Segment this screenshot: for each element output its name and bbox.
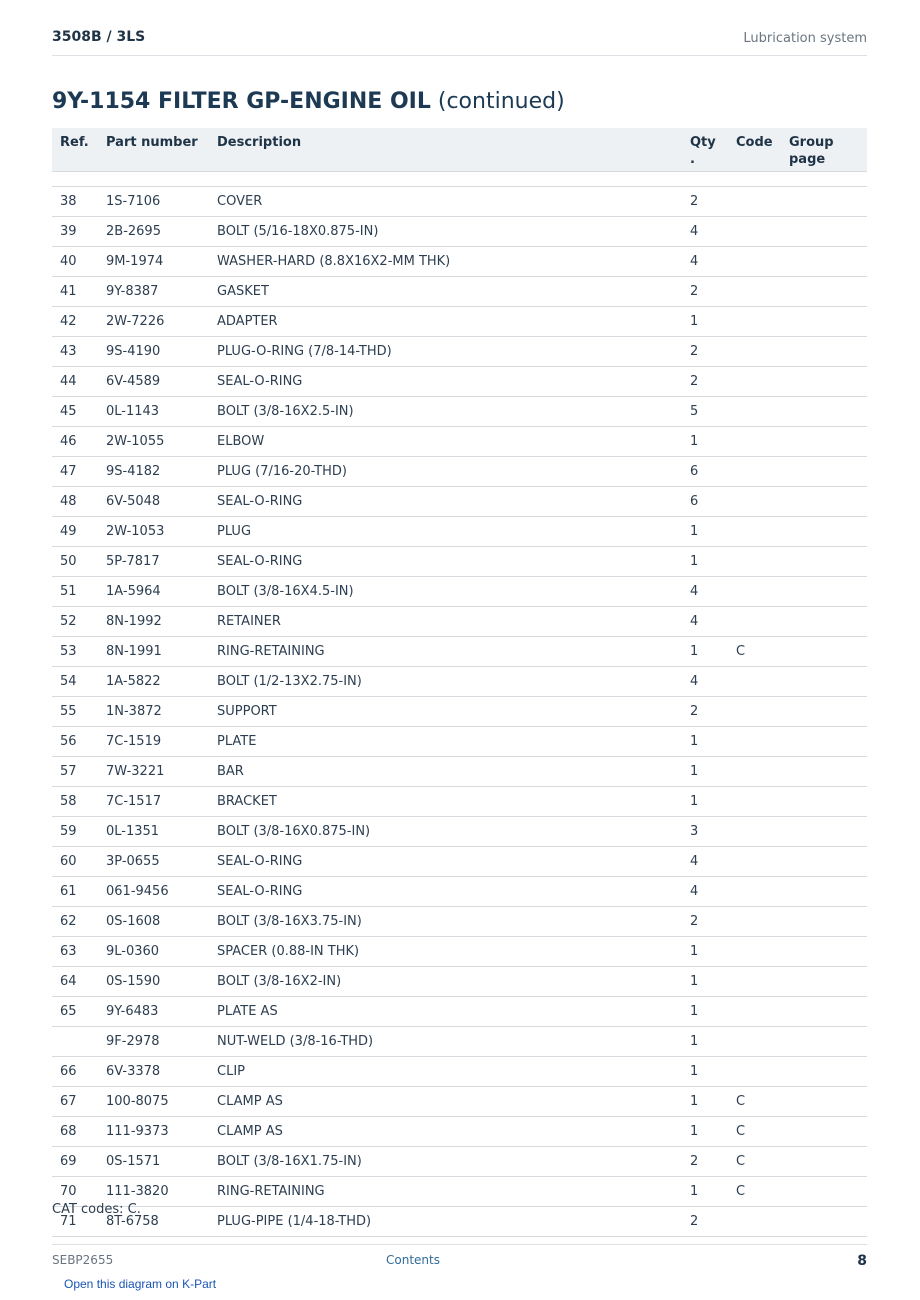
qty-cell: 4 [690,246,736,276]
code-cell [736,666,789,696]
qty-cell: 2 [690,186,736,216]
part-number-cell: 6V-4589 [106,366,217,396]
part-number-cell: 1N-3872 [106,696,217,726]
description-cell: BOLT (3/8-16X4.5-IN) [217,576,690,606]
code-cell [736,516,789,546]
table-row [52,786,867,816]
group-page-cell [789,1056,867,1086]
code-cell [736,1056,789,1086]
qty-cell: 2 [690,336,736,366]
part-number-cell: 3P-0655 [106,846,217,876]
code-cell [736,906,789,936]
part-number-cell: 9Y-6483 [106,996,217,1026]
part-number-cell: 0S-1590 [106,966,217,996]
ref-cell: 55 [52,696,106,726]
group-page-cell [789,1206,867,1236]
ref-cell: 54 [52,666,106,696]
ref-cell: 45 [52,396,106,426]
ref-cell: 50 [52,546,106,576]
col-part-header: Part number [106,128,217,171]
title-main: 9Y-1154 FILTER GP-ENGINE OIL [52,89,431,114]
description-cell: BOLT (3/8-16X3.75-IN) [217,906,690,936]
group-page-cell [789,516,867,546]
description-cell: SEAL-O-RING [217,846,690,876]
qty-cell: 5 [690,396,736,426]
group-page-cell [789,966,867,996]
code-cell [736,216,789,246]
table-row [52,426,867,456]
description-cell: SEAL-O-RING [217,876,690,906]
page-title [52,89,565,114]
table-header-row [52,128,867,171]
part-number-cell: 0S-1571 [106,1146,217,1176]
qty-cell: 1 [690,756,736,786]
part-number-cell: 2B-2695 [106,216,217,246]
code-cell [736,756,789,786]
description-cell: PLUG-O-RING (7/8-14-THD) [217,336,690,366]
ref-cell: 56 [52,726,106,756]
group-page-cell [789,606,867,636]
code-cell [736,306,789,336]
table-row [52,546,867,576]
table-row [52,576,867,606]
table-row [52,186,867,216]
part-number-cell: 2W-1053 [106,516,217,546]
qty-cell: 2 [690,1206,736,1236]
group-page-cell [789,576,867,606]
code-cell: C [736,1176,789,1206]
qty-cell: 1 [690,636,736,666]
ref-cell: 47 [52,456,106,486]
qty-cell: 3 [690,816,736,846]
qty-cell: 4 [690,876,736,906]
group-page-cell [789,1146,867,1176]
group-page-cell [789,336,867,366]
col-code-header: Code [736,128,789,171]
description-cell: RING-RETAINING [217,636,690,666]
ref-cell: 42 [52,306,106,336]
qty-cell: 1 [690,996,736,1026]
group-page-cell [789,786,867,816]
part-number-cell: 9Y-8387 [106,276,217,306]
code-cell [736,426,789,456]
page-footer [52,1244,867,1275]
table-row [52,906,867,936]
table-row [52,1176,867,1206]
description-cell: SEAL-O-RING [217,546,690,576]
part-number-cell: 6V-5048 [106,486,217,516]
table-row [52,1206,867,1236]
group-page-cell [789,1086,867,1116]
ref-cell: 38 [52,186,106,216]
ref-cell: 68 [52,1116,106,1146]
ref-cell: 71 [52,1206,106,1236]
group-page-cell [789,1116,867,1146]
qty-cell: 6 [690,486,736,516]
table-row [52,1116,867,1146]
table-row [52,456,867,486]
contents-link[interactable]: Contents [386,1253,440,1267]
group-page-cell [789,366,867,396]
ref-cell [52,1026,106,1056]
group-page-cell [789,636,867,666]
description-cell: BOLT (3/8-16X1.75-IN) [217,1146,690,1176]
qty-cell: 1 [690,1026,736,1056]
page-header [52,29,867,56]
ref-cell: 59 [52,816,106,846]
ref-cell: 46 [52,426,106,456]
part-number-cell: 9M-1974 [106,246,217,276]
code-cell [736,1206,789,1236]
description-cell: CLAMP AS [217,1086,690,1116]
part-number-cell: 7W-3221 [106,756,217,786]
description-cell: ELBOW [217,426,690,456]
code-cell [736,876,789,906]
table-row [52,336,867,366]
ref-cell: 48 [52,486,106,516]
col-group-header [789,128,867,171]
code-cell [736,336,789,366]
table-row [52,846,867,876]
qty-cell: 4 [690,216,736,246]
qty-cell: 1 [690,306,736,336]
code-cell [736,726,789,756]
ref-cell: 57 [52,756,106,786]
code-cell [736,246,789,276]
code-cell: C [736,1086,789,1116]
table-row [52,1056,867,1086]
description-cell: PLUG (7/16-20-THD) [217,456,690,486]
code-cell [736,606,789,636]
description-cell: BOLT (1/2-13X2.75-IN) [217,666,690,696]
code-cell [736,396,789,426]
code-cell [736,576,789,606]
qty-cell: 1 [690,936,736,966]
qty-cell: 4 [690,846,736,876]
group-page-cell [789,426,867,456]
description-cell: CLIP [217,1056,690,1086]
group-page-cell [789,306,867,336]
ref-cell: 61 [52,876,106,906]
part-number-cell: 9S-4182 [106,456,217,486]
group-page-cell [789,456,867,486]
table-row [52,216,867,246]
ref-cell: 51 [52,576,106,606]
code-cell [736,996,789,1026]
description-cell: SPACER (0.88-IN THK) [217,936,690,966]
group-page-cell [789,186,867,216]
ref-cell: 69 [52,1146,106,1176]
ref-cell: 65 [52,996,106,1026]
code-cell: C [736,1116,789,1146]
doc-id: SEBP2655 [52,1253,114,1267]
part-number-cell: 1A-5964 [106,576,217,606]
ref-cell: 43 [52,336,106,366]
part-number-cell: 111-3820 [106,1176,217,1206]
ref-cell: 41 [52,276,106,306]
ref-cell: 58 [52,786,106,816]
code-cell [736,936,789,966]
section-label: Lubrication system [743,31,867,46]
qty-cell: 1 [690,786,736,816]
table-row [52,246,867,276]
group-page-cell [789,906,867,936]
ref-cell: 70 [52,1176,106,1206]
qty-cell: 6 [690,456,736,486]
ref-cell: 66 [52,1056,106,1086]
qty-cell: 1 [690,1056,736,1086]
part-number-cell: 100-8075 [106,1086,217,1116]
table-row [52,726,867,756]
description-cell: RING-RETAINING [217,1176,690,1206]
description-cell: COVER [217,186,690,216]
title-suffix: (continued) [437,89,565,114]
qty-header-line2: . [690,152,695,167]
table-row [52,876,867,906]
description-cell: PLUG [217,516,690,546]
qty-cell: 2 [690,1146,736,1176]
qty-cell: 1 [690,1116,736,1146]
group-page-cell [789,996,867,1026]
part-number-cell: 1S-7106 [106,186,217,216]
cat-codes-note: CAT codes: C. [52,1202,141,1217]
description-cell: RETAINER [217,606,690,636]
table-row [52,276,867,306]
part-number-cell: 5P-7817 [106,546,217,576]
qty-cell: 4 [690,606,736,636]
part-number-cell: 7C-1517 [106,786,217,816]
group-page-cell [789,216,867,246]
group-page-cell [789,846,867,876]
table-row [52,366,867,396]
description-cell: BOLT (5/16-18X0.875-IN) [217,216,690,246]
group-page-cell [789,756,867,786]
qty-cell: 4 [690,576,736,606]
ref-cell: 67 [52,1086,106,1116]
table-row [52,1026,867,1056]
part-number-cell: 9S-4190 [106,336,217,366]
table-row [52,966,867,996]
table-row [52,756,867,786]
code-cell [736,486,789,516]
part-number-cell: 8N-1991 [106,636,217,666]
part-number-cell: 0L-1143 [106,396,217,426]
table-row [52,306,867,336]
part-number-cell: 1A-5822 [106,666,217,696]
table-row [52,486,867,516]
part-number-cell: 9F-2978 [106,1026,217,1056]
model-label: 3508B / 3LS [52,29,146,45]
col-qty-header [690,128,736,171]
table-row [52,936,867,966]
part-number-cell: 7C-1519 [106,726,217,756]
description-cell: SEAL-O-RING [217,486,690,516]
code-cell [736,456,789,486]
part-number-cell: 8N-1992 [106,606,217,636]
description-cell: PLUG-PIPE (1/4-18-THD) [217,1206,690,1236]
part-number-cell: 0S-1608 [106,906,217,936]
qty-cell: 2 [690,696,736,726]
col-ref-header: Ref. [52,128,106,171]
qty-cell: 1 [690,426,736,456]
part-number-cell: 061-9456 [106,876,217,906]
code-cell [736,366,789,396]
group-page-cell [789,276,867,306]
code-cell [736,846,789,876]
table-row [52,696,867,726]
table-row [52,606,867,636]
table-row [52,816,867,846]
col-desc-header: Description [217,128,690,171]
code-cell [736,276,789,306]
table-row [52,666,867,696]
group-page-cell [789,696,867,726]
description-cell: GASKET [217,276,690,306]
parts-table [52,128,867,1237]
description-cell: WASHER-HARD (8.8X16X2-MM THK) [217,246,690,276]
group-page-cell [789,876,867,906]
code-cell [736,786,789,816]
group-page-cell [789,546,867,576]
group-page-cell [789,246,867,276]
description-cell: PLATE AS [217,996,690,1026]
part-number-cell: 9L-0360 [106,936,217,966]
table-row [52,396,867,426]
table-row [52,516,867,546]
ref-cell: 44 [52,366,106,396]
qty-cell: 2 [690,366,736,396]
table-row [52,1146,867,1176]
page-number: 8 [857,1253,867,1269]
part-number-cell: 2W-7226 [106,306,217,336]
qty-cell: 1 [690,726,736,756]
description-cell: BRACKET [217,786,690,816]
table-row [52,996,867,1026]
ref-cell: 53 [52,636,106,666]
group-page-cell [789,816,867,846]
part-number-cell: 0L-1351 [106,816,217,846]
ref-cell: 64 [52,966,106,996]
part-number-cell: 2W-1055 [106,426,217,456]
code-cell [736,816,789,846]
code-cell: C [736,1146,789,1176]
group-header-line1: Group [789,135,834,150]
kpart-link[interactable]: Open this diagram on K-Part [64,1277,217,1291]
code-cell [736,546,789,576]
table-row [52,636,867,666]
code-cell [736,696,789,726]
qty-cell: 1 [690,966,736,996]
code-cell [736,186,789,216]
description-cell: PLATE [217,726,690,756]
ref-cell: 39 [52,216,106,246]
code-cell [736,1026,789,1056]
part-number-cell: 111-9373 [106,1116,217,1146]
qty-cell: 2 [690,276,736,306]
code-cell [736,966,789,996]
ref-cell: 52 [52,606,106,636]
description-cell: BOLT (3/8-16X0.875-IN) [217,816,690,846]
ref-cell: 63 [52,936,106,966]
part-number-cell: 6V-3378 [106,1056,217,1086]
ref-cell: 62 [52,906,106,936]
ref-cell: 40 [52,246,106,276]
description-cell: SEAL-O-RING [217,366,690,396]
group-page-cell [789,486,867,516]
qty-cell: 1 [690,1086,736,1116]
table-spacer [52,171,867,186]
ref-cell: 49 [52,516,106,546]
description-cell: BOLT (3/8-16X2.5-IN) [217,396,690,426]
description-cell: BAR [217,756,690,786]
table-row [52,1086,867,1116]
qty-cell: 4 [690,666,736,696]
description-cell: NUT-WELD (3/8-16-THD) [217,1026,690,1056]
group-header-line2: page [789,152,826,167]
qty-cell: 1 [690,516,736,546]
group-page-cell [789,726,867,756]
group-page-cell [789,396,867,426]
description-cell: ADAPTER [217,306,690,336]
group-page-cell [789,1026,867,1056]
description-cell: SUPPORT [217,696,690,726]
group-page-cell [789,1176,867,1206]
group-page-cell [789,666,867,696]
qty-cell: 2 [690,906,736,936]
description-cell: BOLT (3/8-16X2-IN) [217,966,690,996]
code-cell: C [736,636,789,666]
description-cell: CLAMP AS [217,1116,690,1146]
ref-cell: 60 [52,846,106,876]
part-number-cell: 8T-6758 [106,1206,217,1236]
qty-cell: 1 [690,546,736,576]
group-page-cell [789,936,867,966]
qty-cell: 1 [690,1176,736,1206]
qty-header-line1: Qty [690,135,716,150]
